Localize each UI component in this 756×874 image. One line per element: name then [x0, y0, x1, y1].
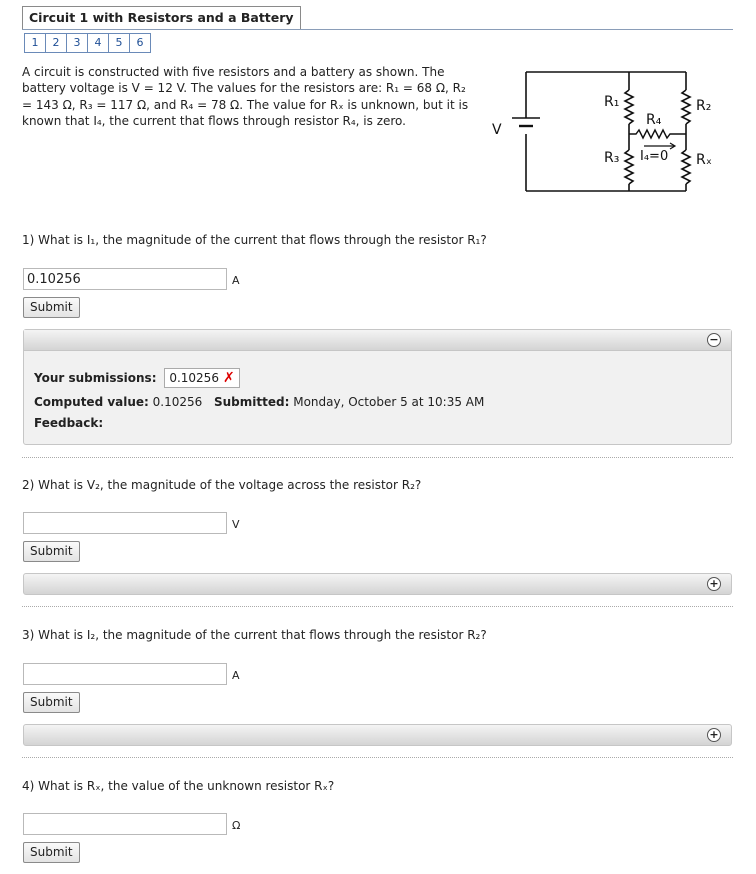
feedback-panel-header[interactable]	[24, 330, 731, 351]
label-r4: R₄	[646, 112, 662, 128]
submission-entry	[164, 368, 239, 388]
question-4-answer-input[interactable]	[23, 813, 227, 835]
question-3-submit-button[interactable]: Submit	[23, 692, 80, 713]
separator	[22, 457, 733, 458]
page-link-3[interactable]: 3	[66, 33, 88, 53]
question-2-submit-button[interactable]: Submit	[23, 541, 80, 562]
resistor-r3-zigzag	[625, 150, 633, 184]
resistor-r2-zigzag	[682, 90, 690, 124]
question-1-feedback-panel	[23, 329, 732, 445]
circuit-diagram	[488, 62, 728, 194]
feedback-label: Feedback:	[34, 416, 104, 430]
resistor-rx-zigzag	[682, 150, 690, 184]
label-r1: R₁	[604, 94, 620, 110]
question-4-unit: Ω	[232, 819, 241, 832]
page-link-5[interactable]: 5	[108, 33, 130, 53]
question-2-unit: V	[232, 518, 240, 531]
question-2-feedback-panel[interactable]	[23, 573, 732, 595]
question-2-text: 2) What is V₂, the magnitude of the voltage across the resistor R₂?	[22, 478, 422, 492]
problem-description: A circuit is constructed with five resistors and a battery as shown. The battery voltage is V = 12 V. The values for the resistors are: R₁ = 68 Ω, R₂ = 143 Ω, R₃ = 117 Ω, and R₄ = 78 Ω. The value for Rₓ is unknown, but it is known that I₄, the current that flows through resistor R₄, is zero.	[22, 65, 469, 129]
question-1-answer-input[interactable]	[23, 268, 227, 290]
page-link-1[interactable]: 1	[24, 33, 46, 53]
page-link-4[interactable]: 4	[87, 33, 109, 53]
question-1-text: 1) What is I₁, the magnitude of the current that flows through the resistor R₁?	[22, 233, 487, 247]
separator	[22, 757, 733, 758]
expand-icon[interactable]: +	[707, 577, 721, 591]
incorrect-icon: ✗	[222, 370, 235, 386]
question-1-submit-button[interactable]: Submit	[23, 297, 80, 318]
computed-value-label: Computed value:	[34, 395, 149, 409]
separator	[22, 606, 733, 607]
question-3-unit: A	[232, 669, 240, 682]
label-i4: I₄=0	[640, 149, 669, 164]
question-4-text: 4) What is Rₓ, the value of the unknown resistor Rₓ?	[22, 779, 335, 793]
page-title: Circuit 1 with Resistors and a Battery	[22, 6, 301, 29]
page-link-6[interactable]: 6	[129, 33, 151, 53]
collapse-icon[interactable]: −	[707, 333, 721, 347]
label-rx: Rₓ	[696, 152, 712, 168]
resistor-r4-zigzag	[629, 130, 686, 138]
computed-value: 0.10256	[152, 395, 203, 409]
label-r3: R₃	[604, 150, 620, 166]
label-v: V	[492, 122, 502, 138]
submitted-timestamp: Monday, October 5 at 10:35 AM	[293, 395, 485, 409]
resistor-r1-zigzag	[625, 90, 633, 124]
submitted-label: Submitted:	[214, 395, 290, 409]
page-navigation	[24, 33, 150, 53]
question-1-unit: A	[232, 274, 240, 287]
question-3-feedback-panel[interactable]	[23, 724, 732, 746]
question-2-answer-input[interactable]	[23, 512, 227, 534]
question-4-submit-button[interactable]: Submit	[23, 842, 80, 863]
expand-icon[interactable]: +	[707, 728, 721, 742]
question-3-text: 3) What is I₂, the magnitude of the current that flows through the resistor R₂?	[22, 628, 487, 642]
your-submissions-label: Your submissions:	[34, 371, 157, 385]
title-underline	[22, 29, 733, 30]
question-3-answer-input[interactable]	[23, 663, 227, 685]
page-link-2[interactable]: 2	[45, 33, 67, 53]
submission-value: 0.10256	[169, 371, 219, 385]
label-r2: R₂	[696, 98, 712, 114]
